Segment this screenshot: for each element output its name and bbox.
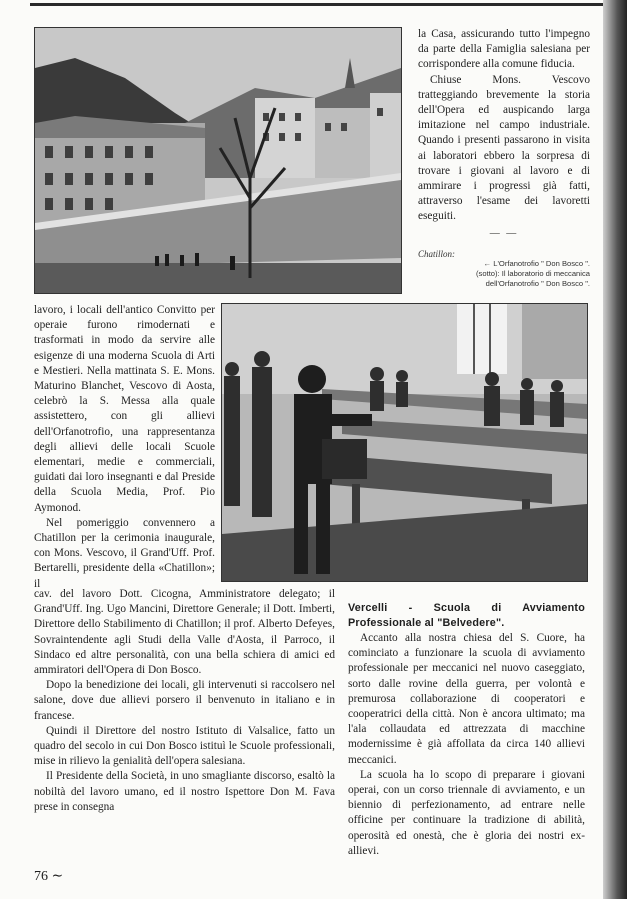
paragraph: cav. del lavoro Dott. Cicogna, Amministratore delegato; il Grand'Uff. Ing. Ugo Mancini, Direttore Generale; il Dott. Imberti, Direttore dello Stabilimento di Chatillon; il prof. Alberto Defeyes, Sovraintendente agli Studi della Valle d'Aosta, il Parroco, il Sindaco ed altre personalità, con una bella schiera di amici ed ammiratori dell'Opera di Don Bosco. xyxy=(34,588,335,677)
page-edge-shadow xyxy=(603,0,627,899)
paragraph: Quindi il Direttore del nostro Istituto di Valsalice, fatto un quadro del secolo in cui Don Bosco istituì le Scuole professionali, mise in rilievo la genialità dell'opera salesiana. xyxy=(34,724,335,768)
photo-caption xyxy=(418,249,590,289)
paragraph: lavoro, i locali dell'antico Convitto per operaie furono rimodernati e trasformati in modo da servire alle esigenze di una moderna Scuola di Arti e Mestieri. Nella mattinata S. E. Mons. Maturino Blanchet, Vescovo di Aosta, celebrò la S. Messa alla quale assistettero, con gli allievi dell'Orfanotrofio, una rappresentanza degli allievi delle locali Scuole elementari, medie e commerciali, guidati dai loro insegnanti e dal Preside della Scuola Media, Prof. Pio Aymonod. xyxy=(34,304,215,514)
top-rule xyxy=(30,3,603,6)
paragraph: la Casa, assicurando tutto l'impegno da parte della Famiglia salesiana per corrispondere alla comune fiducia. xyxy=(418,28,590,71)
paragraph: La scuola ha lo scopo di preparare i giovani operai, con un corso triennale di avviamento, e un biennio di perfezionamento, ad entrare nelle officine per continuare la tradizione di abilità, operosità ed onestà, che è gloria dei nostri ex-allievi. xyxy=(348,768,585,857)
paragraph: Accanto alla nostra chiesa del S. Cuore, ha cominciato a funzionare la scuola di avviamento professionale per meccanici nel nuovo caseggiato, sorto dalle rovine della guerra, per volontà e premurosa collaborazione di cooperatori e cooperatrici della città. Non è ancora ultimato; ma l'ala collaudata ed attrezzata di macchine modernissime è già affollata da circa 140 allievi meccanici. xyxy=(348,632,585,766)
paragraph: Chiuse Mons. Vescovo tratteggiando brevemente la storia dell'Opera ed auspicando larga imitazione nel campo industriale. Quando i presenti passarono in visita ai laboratori ebbero la sorpresa di trovare i giovani al lavoro e di ammirare i progressi già fatti, attraverso l'esame dei lavoretti eseguiti. xyxy=(418,73,590,223)
paragraph: Dopo la benedizione dei locali, gli intervenuti si raccolsero nel salone, dove due allievi porsero il benvenuto in italiano e in francese. xyxy=(34,679,335,722)
caption-line: dell'Orfanotrofio " Don Bosco ". xyxy=(485,279,590,288)
paragraph: Nel pomeriggio convennero a Chatillon per la cerimonia inaugurale, con Mons. Vescovo, il Grand'Uff. Prof. Bertarelli, presidente della «Chatillon»; il xyxy=(34,516,215,590)
caption-line: ← L'Orfanotrofio " Don Bosco ". xyxy=(483,259,590,268)
section-heading: Vercelli - Scuola di Avviamento Professionale al "Belvedere". xyxy=(348,602,585,629)
caption-line: (sotto): Il laboratorio di meccanica xyxy=(476,269,590,278)
page-number: 76 ∼ xyxy=(34,869,64,884)
photo-mechanics-workshop xyxy=(221,303,588,582)
caption-place: Chatillon: xyxy=(418,249,456,259)
separator-dash: — — xyxy=(489,227,519,239)
left-full-column xyxy=(34,587,335,815)
right-top-column xyxy=(418,27,590,241)
paragraph: Il Presidente della Società, in uno smagliante discorso, esaltò la nobiltà del lavoro umano, ed il nostro Ispettore Don M. Fava prese in consegna xyxy=(34,770,335,813)
left-middle-column xyxy=(34,303,215,592)
right-bottom-column xyxy=(348,601,585,859)
photo-orphanage-building xyxy=(34,27,402,294)
